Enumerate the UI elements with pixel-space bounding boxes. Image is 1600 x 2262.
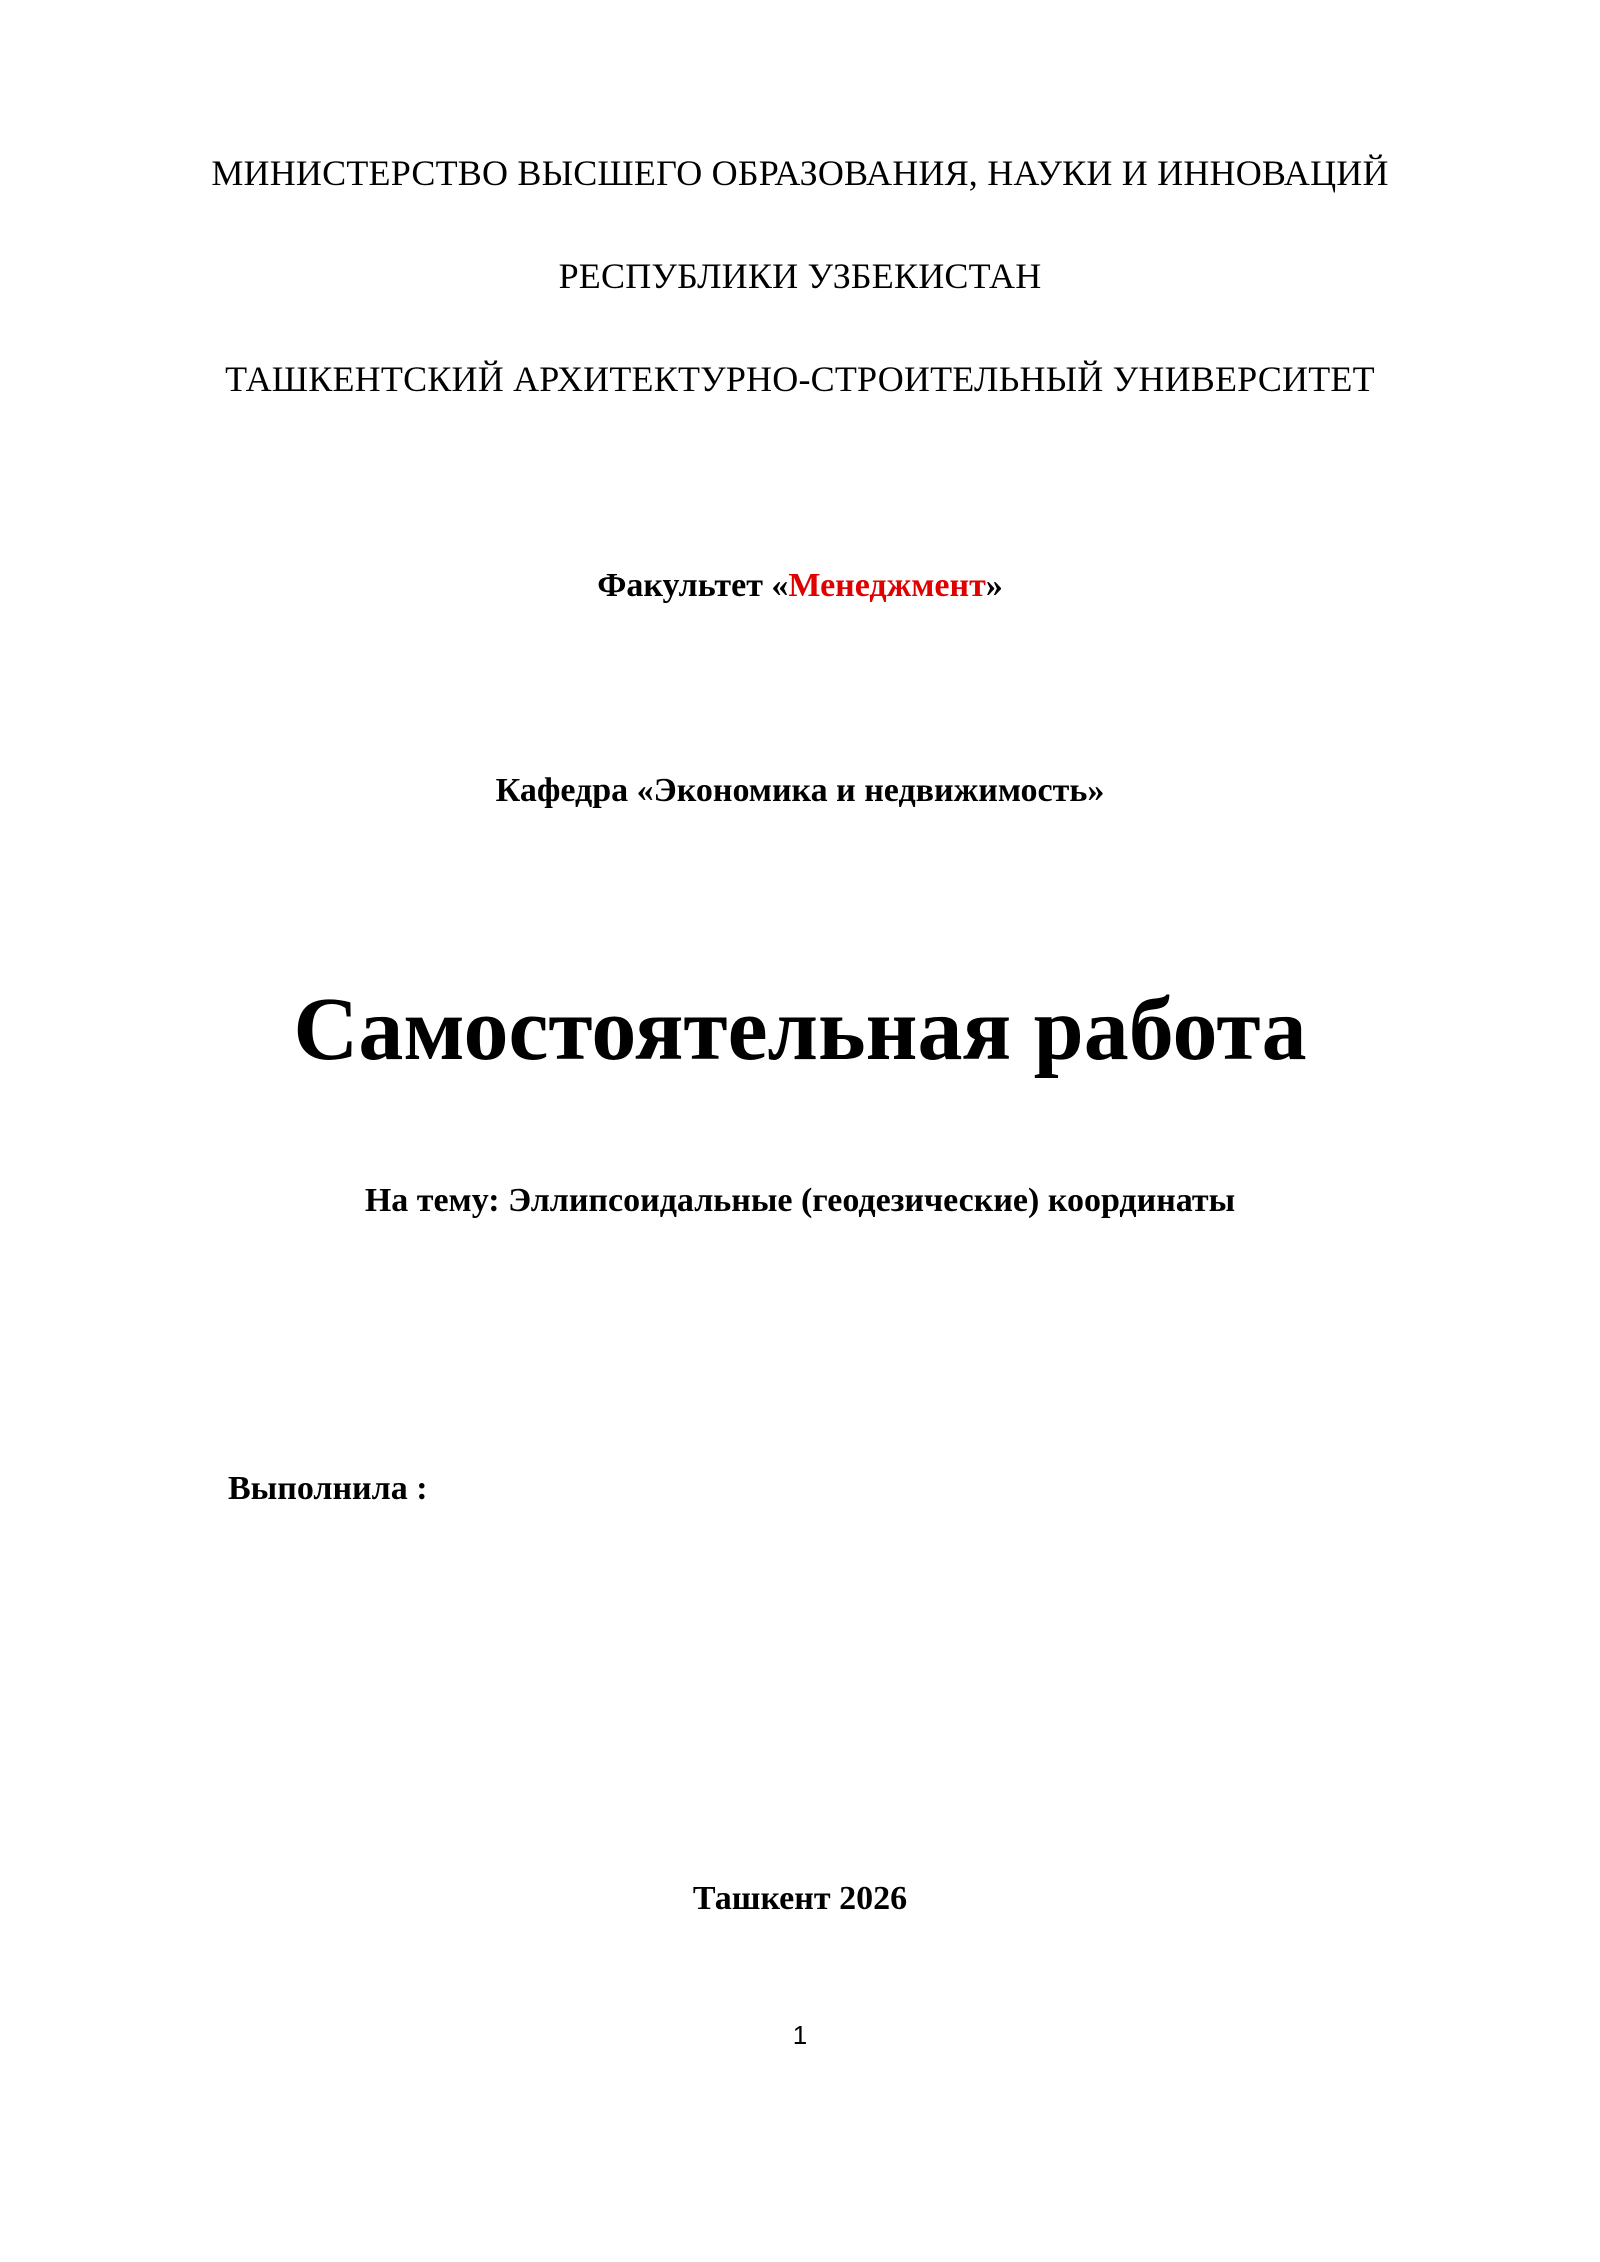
faculty-prefix: Факультет « — [597, 567, 789, 604]
faculty-name: Менеджмент — [788, 567, 986, 604]
performed-by-label: Выполнила : — [228, 1470, 428, 1507]
faculty-suffix: » — [985, 567, 1003, 604]
department-line: Кафедра «Экономика и недвижимость» — [495, 772, 1105, 809]
republic-line: РЕСПУБЛИКИ УЗБЕКИСТАН — [558, 256, 1042, 296]
city-year: Ташкент 2026 — [692, 1880, 908, 1917]
document-title: Самостоятельная работа — [293, 980, 1307, 1079]
faculty-line — [0, 567, 1600, 605]
university-line: ТАШКЕНТСКИЙ АРХИТЕКТУРНО-СТРОИТЕЛЬНЫЙ УНИВЕРСИТЕТ — [225, 359, 1375, 399]
ministry-line: МИНИСТЕРСТВО ВЫСШЕГО ОБРАЗОВАНИЯ, НАУКИ И ИННОВАЦИЙ — [211, 153, 1389, 193]
page-number: 1 — [792, 2020, 808, 2050]
topic-line: На тему: Эллипсоидальные (геодезические) координаты — [364, 1182, 1236, 1219]
